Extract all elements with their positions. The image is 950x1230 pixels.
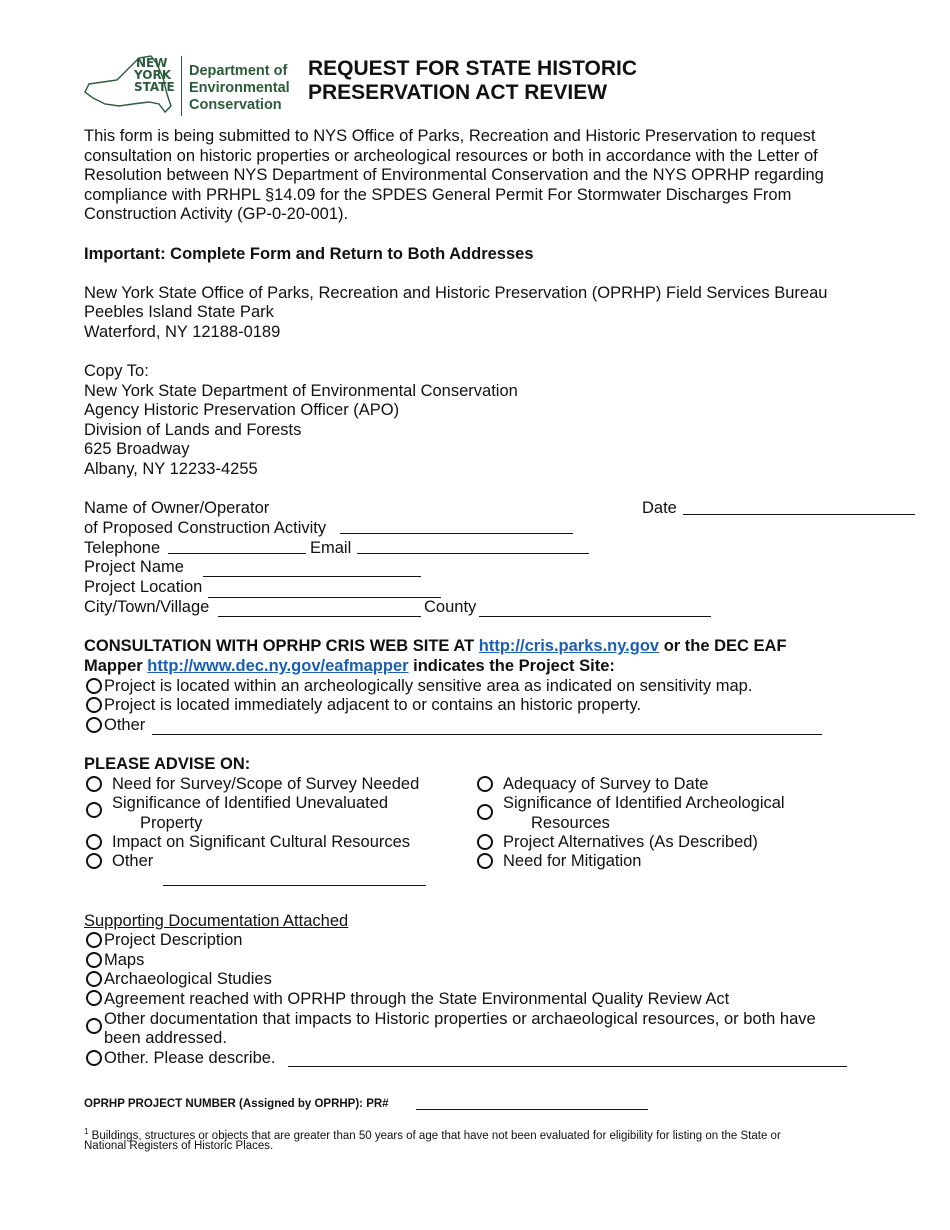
address1-line1: New York State Office of Parks, Recreation and Historic Preservation (OPRHP) Field Services Bureau bbox=[84, 284, 828, 302]
owner-field[interactable] bbox=[340, 533, 573, 534]
project-location-field[interactable] bbox=[208, 597, 441, 598]
telephone-field[interactable] bbox=[168, 553, 306, 554]
advise-archeological-line1: Significance of Identified Archeological bbox=[503, 794, 785, 812]
address2-line5: 625 Broadway bbox=[84, 440, 190, 458]
county-field[interactable] bbox=[479, 616, 711, 617]
address2-line3: Agency Historic Preservation Officer (APO) bbox=[84, 401, 400, 419]
advise-heading: PLEASE ADVISE ON: bbox=[84, 755, 251, 773]
advise-adequacy-survey: Adequacy of Survey to Date bbox=[503, 775, 709, 793]
logo-new: NEW bbox=[136, 56, 168, 70]
doc-other-describe: Other. Please describe. bbox=[104, 1049, 276, 1067]
docs-heading: Supporting Documentation Attached bbox=[84, 912, 349, 930]
logo-dept-line1: Department of bbox=[189, 63, 288, 79]
intro-line3: Resolution between NYS Department of Environmental Conservation and the NYS OPRHP regarding bbox=[84, 166, 824, 184]
intro-line1: This form is being submitted to NYS Office of Parks, Recreation and Historic Preservation to request bbox=[84, 127, 816, 145]
logo-dept-line3: Conservation bbox=[189, 97, 282, 113]
form-title-line1: REQUEST FOR STATE HISTORIC bbox=[308, 57, 638, 80]
project-location-label: Project Location bbox=[84, 578, 203, 596]
project-name-label: Project Name bbox=[84, 558, 184, 576]
advise-impact-cultural: Impact on Significant Cultural Resources bbox=[112, 833, 411, 851]
radio-need-survey[interactable] bbox=[86, 776, 102, 792]
advise-other: Other bbox=[112, 852, 154, 870]
advise-need-survey: Need for Survey/Scope of Survey Needed bbox=[112, 775, 420, 793]
logo-divider bbox=[181, 56, 182, 116]
consultation-heading-line1 bbox=[84, 636, 787, 656]
radio-advise-other[interactable] bbox=[86, 853, 102, 869]
doc-maps: Maps bbox=[104, 951, 145, 969]
address1-line3: Waterford, NY 12188-0189 bbox=[84, 323, 281, 341]
consultation-text-2: or the DEC EAF bbox=[659, 637, 787, 655]
consultation-text-4: indicates the Project Site: bbox=[408, 657, 615, 675]
advise-project-alternatives: Project Alternatives (As Described) bbox=[503, 833, 758, 851]
advise-unevaluated-line1: Significance of Identified Unevaluated bbox=[112, 794, 389, 812]
email-label: Email bbox=[310, 539, 352, 557]
date-field[interactable] bbox=[683, 514, 915, 515]
option-sensitive-area: Project is located within an archeologically sensitive area as indicated on sensitivity map. bbox=[104, 677, 753, 695]
radio-archaeological-studies[interactable] bbox=[86, 971, 102, 987]
radio-unevaluated-property[interactable] bbox=[86, 802, 102, 818]
advise-need-mitigation: Need for Mitigation bbox=[503, 852, 642, 870]
city-label: City/Town/Village bbox=[84, 598, 210, 616]
footnote-mark: 1 bbox=[84, 1127, 89, 1136]
address2-line4: Division of Lands and Forests bbox=[84, 421, 302, 439]
radio-maps[interactable] bbox=[86, 952, 102, 968]
logo-york: YORK bbox=[134, 68, 172, 82]
county-label: County bbox=[424, 598, 477, 616]
dec-logo bbox=[83, 52, 298, 118]
consultation-text-3: Mapper bbox=[84, 657, 148, 675]
date-label: Date bbox=[642, 499, 677, 517]
eafmapper-link[interactable]: http://www.dec.ny.gov/eafmapper bbox=[147, 657, 409, 675]
footnote-text1: Buildings, structures or objects that are greater than 50 years of age that have not been evaluated for eligibility for listing on the State or bbox=[88, 1129, 781, 1142]
radio-historic-property[interactable] bbox=[86, 697, 102, 713]
advise-other-field[interactable] bbox=[163, 885, 426, 886]
city-field[interactable] bbox=[218, 616, 421, 617]
consultation-text-1: CONSULTATION WITH OPRHP CRIS WEB SITE AT bbox=[84, 637, 479, 655]
project-name-field[interactable] bbox=[203, 576, 421, 577]
doc-other-documentation-line1: Other documentation that impacts to Historic properties or archaeological resources, or both have bbox=[104, 1010, 816, 1028]
option-consultation-other: Other bbox=[104, 716, 146, 734]
address2-line2: New York State Department of Environmental Conservation bbox=[84, 382, 518, 400]
footnote-line2: National Registers of Historic Places. bbox=[84, 1140, 274, 1152]
doc-project-description: Project Description bbox=[104, 931, 243, 949]
address2-line6: Albany, NY 12233-4255 bbox=[84, 460, 258, 478]
intro-line4: compliance with PRHPL §14.09 for the SPDES General Permit For Stormwater Discharges From bbox=[84, 186, 792, 204]
advise-unevaluated-line2: Property bbox=[140, 814, 203, 832]
telephone-label: Telephone bbox=[84, 539, 161, 557]
owner-label-line1: Name of Owner/Operator bbox=[84, 499, 270, 517]
radio-adequacy-survey[interactable] bbox=[477, 776, 493, 792]
address1-line2: Peebles Island State Park bbox=[84, 303, 274, 321]
consultation-heading-line2 bbox=[84, 656, 615, 676]
consultation-other-field[interactable] bbox=[152, 734, 822, 735]
radio-other-describe[interactable] bbox=[86, 1050, 102, 1066]
address2-line1: Copy To: bbox=[84, 362, 149, 380]
advise-archeological-line2: Resources bbox=[531, 814, 610, 832]
option-historic-property: Project is located immediately adjacent to or contains an historic property. bbox=[104, 696, 642, 714]
form-title-line2: PRESERVATION ACT REVIEW bbox=[308, 81, 608, 104]
radio-sensitive-area[interactable] bbox=[86, 678, 102, 694]
doc-archaeological-studies: Archaeological Studies bbox=[104, 970, 272, 988]
radio-project-description[interactable] bbox=[86, 932, 102, 948]
cris-link[interactable]: http://cris.parks.ny.gov bbox=[478, 637, 660, 655]
doc-seqr-agreement: Agreement reached with OPRHP through the State Environmental Quality Review Act bbox=[104, 990, 730, 1008]
radio-project-alternatives[interactable] bbox=[477, 834, 493, 850]
radio-impact-cultural[interactable] bbox=[86, 834, 102, 850]
other-describe-field[interactable] bbox=[288, 1066, 847, 1067]
logo-dept-line2: Environmental bbox=[189, 80, 290, 96]
radio-need-mitigation[interactable] bbox=[477, 853, 493, 869]
email-field[interactable] bbox=[357, 553, 589, 554]
doc-other-documentation-line2: been addressed. bbox=[104, 1029, 227, 1047]
radio-other-documentation[interactable] bbox=[86, 1018, 102, 1034]
project-number-field[interactable] bbox=[416, 1109, 648, 1110]
important-note: Important: Complete Form and Return to Both Addresses bbox=[84, 245, 534, 263]
intro-line2: consultation on historic properties or archeological resources or both in accordance with the Letter of bbox=[84, 147, 818, 165]
owner-label-line2: of Proposed Construction Activity bbox=[84, 519, 327, 537]
radio-consultation-other[interactable] bbox=[86, 717, 102, 733]
radio-archeological-resources[interactable] bbox=[477, 804, 493, 820]
project-number-label: OPRHP PROJECT NUMBER (Assigned by OPRHP): PR# bbox=[84, 1098, 389, 1110]
radio-seqr-agreement[interactable] bbox=[86, 990, 102, 1006]
intro-line5: Construction Activity (GP-0-20-001). bbox=[84, 205, 349, 223]
logo-state: STATE bbox=[134, 80, 175, 94]
